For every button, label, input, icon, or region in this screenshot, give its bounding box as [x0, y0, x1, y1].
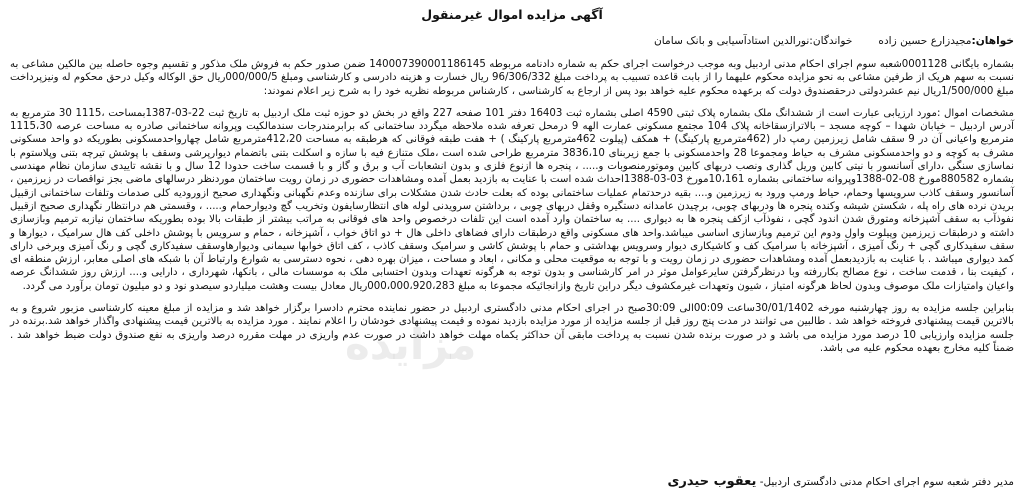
- applicant-name: مجید‌زارع حسین زاده: [878, 35, 972, 47]
- defendant-label: خواندگان:: [809, 35, 853, 47]
- signature-line: [667, 475, 1014, 489]
- signer-name: یعقوب حیدری: [667, 474, 757, 489]
- applicant-label: خواهان:: [971, 35, 1014, 47]
- intro-paragraph: بشماره بایگانی 0001128شعبه سوم اجرای احکام مدنی اردبیل وبه موجب درخواست اجرای حکم به شماره دادنامه مربوطه 140007390001186145 ضمن صدور حکم به فروش ملک مذکور و تقسیم وجوه حاصله بین مالکین مشاعی به نسبت به سهم هریک از طرفین مشاعی به نحو مزایده محکوم علیهما را از بابت قاعده تسبیب به پرداخت مبلغ 96/306/332 ریال خسارت و هزینه دادرسی و کارشناسی ومبلغ 000/000/5ریال حق الوکاله وکیل درحق محکوم له ونیزپرداخت مبلغ 1/500/000ریال نیم عشردولتی درحقصندوق دولت که برعهده محکوم علیه خواهد بود پس از ارجاع به کارشناسی ، کارشناس مربوطه نظریه خود را به شرح زیر اعلام نمودند:: [10, 59, 1015, 97]
- defendant-names: نورالدین استادآسیابی و بانک سامان: [654, 35, 810, 47]
- parties-line: [10, 34, 1014, 48]
- watermark-text: مزایده: [345, 320, 477, 369]
- notice-title: آگهی مزایده اموال غیرمنقول: [421, 7, 603, 22]
- property-specs-paragraph: مشخصات اموال :مورد ارزیابی عبارت است از ششدانگ ملک بشماره پلاک ثبتی 4590 اصلی بشماره ثبت 16403 دفتر 101 صفحه 227 واقع در بخش دو حوزه ثبت ملک اردبیل به تاریخ ثبت 22-03-1387بمساحت ،1115 30 مترمربع به آدرس اردبیل – خیابان شهدا – کوچه مسجد – بالاترازسقاخانه پلاک 104 مجتمع مسکونی عمارت الهه 9 درمحل تعرفه شده ملاحظه میگردد ساختمانی که برابرمندرجات سندمالکیت وپروانه ساختمانی صادره به مساحت عرصه 1115،30 مترمربع واعیانی آن در 9 سقف شامل زیرزمین رمپ دار (462مترمربع پارکینگ) + همکف (پیلوت 462مترمربع پارکینگ ) + هفت طبقه فوقانی که هرطبقه به مساحت 412،20مترمربع شامل چهارواحدمسکونی بطوریکه دو واحد مسکونی مشرف به کوچه و دو واحدمسکونی مشرف به حیاط ومجموعا 28 واحدمسکونی با جمع زیربنای 3836،10 مترمربع طراحی شده است ،ملک متنازع فیه با سازه و اسکلت بتنی باتضمام دیوارپرشی وسقف با پوشش تیرچه بتنی وپلاستوم با نماسازی سنگی ،دارای آسانسور با نیتی کابین وریل گذاری ونصب دربهای کابین وموتورمنصوبات و..... ، پنجره ها ازنوع فلزی و بدون انشعابات آب و برق و گاز و با قسمت ساخت حدودا 12 سال و با نقشه تاییدی سازمان نظام مهندسی بشماره 880582مورخ 08-02-1388وپروانه ساختمانی بشماره 10،161مورخ 03-03-1388احداث شده است با عنایت به بازدید بعمل آمده ومشاهدات حضوری در زمان رویت ساختمان موردنظر درسالهای ماضی بجز نواقصات در زیرزمین ، آسانسور وسقف کاذب سرویسها وحمام، حیاط ورمپ ورود به زیرزمین و.... بقیه درحدتمام عملیات ساختمانی بوده که بعلت حادث شدن مشکلات برای سازنده وعدم نگهبانی ونگهداری صحیح ازورودیه کلی صدمات وتلفات ساختمانی ازقبیل بریدن نرده های راه پله ، شکستن شیشه وکنده پنجره ها ودربهای چوبی، برچیدن عامدانه دستگیره وقفل دربهای چوبی ، برداشتن سرویدنی لوله های انتظارسایفون وتخریب گچ ودیوارحمام و..... ، وقسمتی هم درانتظار نگهداری صحیح ازقبیل نفوذآب به سقف آشپزخانه ومتورق شدن اندود گچی ، نفوذآب ازکف پنجره ها به دیواری .... به ساختمان وارد آمده است این تلفات درخصوص واحد های فوقانی به مراتب بیشتر از طبقات بالا بوده بطوریکه ساختمان نیازبه ترمیم وبازسازی داشته و درطبقات زیرزمین وپیلوت واول ودوم این ترمیم وبازسازی اساسی میباشد.واحد های مسکونی واقع درطبقات دارای فضاهای داخلی هال + دو اتاق خواب ، آشپزخانه ، حمام و سرویس با پوشش داخلی کف هال سرامیک ، دیوارها و سقف سفیدکاری گچی + رنگ آمیزی ، آشپزخانه با سرامیک کف و کاشیکاری دیوار وسرویس بهداشتی و حمام با پوشش کاشی و سرامیک وسقف کاذب ، کف اتاق خوابها سیمانی ودیوارهاوسقف سفیدکاری گچی و رنگ آمیزی وبرخی دارای کمد دیواری میباشد . با عنایت به بازدیدبعمل آمده ومشاهدات حضوری در زمان رویت و با توجه به موقعیت محلی و مکانی ، ابعاد و مساحت ، میزان بهره دهی ، نحوه دسترسی به شوارع وارتباط آن با شبکه های اصلی معابر، ارزش منطقه ای ، کیفیت بنا ، قدمت ساخت ، نوع مصالح بکاررفته وبا درنظرگرفتن سایرعوامل موثر در امر کارشناسی و بدون توجه به هرگونه تعهدات وبدون احتسابی ملک به موسسات مالی ، بانکها، شهرداری ، دارایی و.... ارزش روز ششدانگ عرصه واعیان وامتیازات ملک موصوف وبدون لحاظ هرگونه امتیاز ، شیون وتعهدات غیرمکشوف دیگر دراین تاریخ وازانجائیکه مجموعا به مبلغ 000،000،920،283ریال معادل بیست وهشت میلیاردو سیصدو نود و دو میلیون تومان برآورد می گردد.: [9, 107, 1015, 292]
- signature-prefix: مدیر دفتر شعبه سوم اجرای احکام مدنی دادگستری اردبیل-: [759, 476, 1014, 488]
- auction-terms-paragraph: بنابراین جلسه مزایده به روز چهارشنبه مورخه 30/01/1402ساعت 00:09الی 30:09صبح در اجرای احکام مدنی دادگستری اردبیل در حضور نماینده محترم دادسرا برگزار خواهد شد و مزایده از مبلغ معینه کارشناسی مزبور شروع و به بالاترین قیمت پیشنهادی فروخته خواهد شد . طالبین می توانند در مدت پنج روز قبل از جلسه مزایده از مورد مزایده بازدید نموده و قیمت پیشنهادی خودشان را اعلام نمایند . مورد مزایده به بالاترین قیمت پیشنهادی واگذار خواهد شد.برنده در جلسه مزایده وارزیابی 10 درصد مورد مزایده می باشد و در صورت برنده شدن نسبت به پرداخت مابقی آن حداکثر یکماه مهلت خواهد داشت در صورت عدم واریزی در مهلت مقرره درصد واریزی به نفع صندوق دولت ضبط خواهد شد . ضمناً کلیه مخارج بعهده محکوم علیه می باشد.: [10, 303, 1015, 354]
- auction-notice-document: [6, 4, 1018, 499]
